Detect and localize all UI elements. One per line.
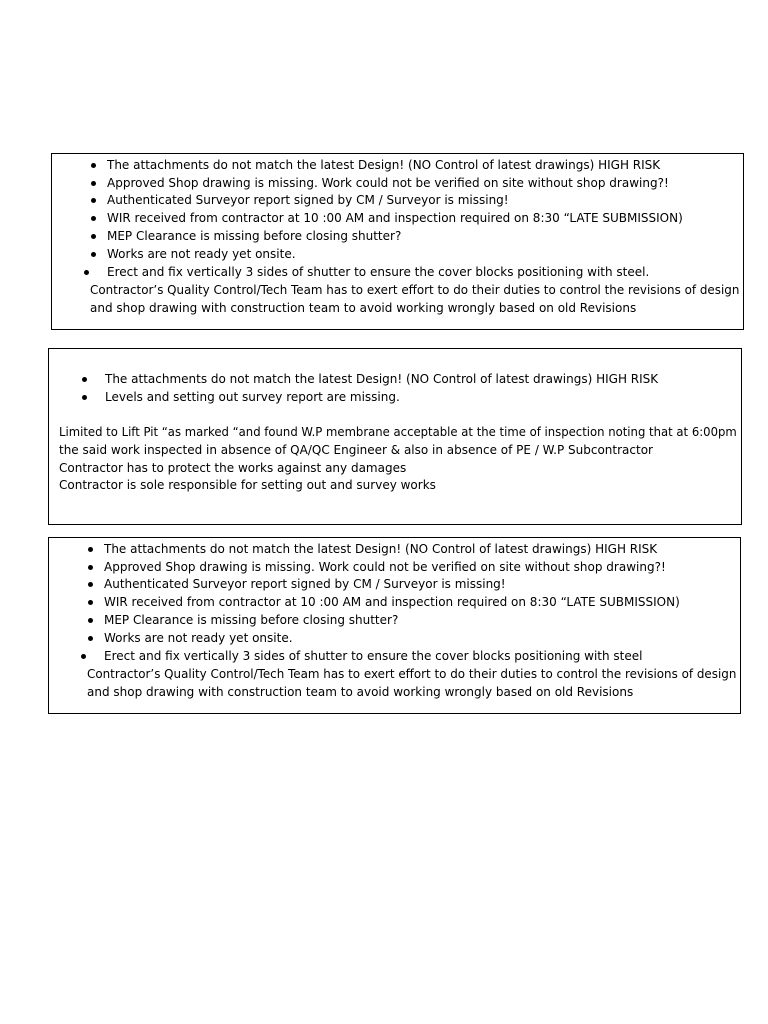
box3-bullet-4: WIR received from contractor at 10 :00 AM and inspection required on 8:30 “LATE SUBMISSION): [104, 595, 680, 609]
box2-paragraph-line-3: Contractor has to protect the works against any damages: [59, 461, 407, 475]
bullet-icon: [84, 270, 89, 275]
bullet-icon: [88, 565, 93, 570]
bullet-icon: [88, 600, 93, 605]
box2-paragraph-line-1: Limited to Lift Pit “as marked “and found W.P membrane acceptable at the time of inspection noting that at 6:00pm: [59, 425, 737, 439]
box3-bullet-6: Works are not ready yet onsite.: [104, 631, 293, 645]
bullet-icon: [91, 252, 96, 257]
box3-paragraph-line-2: and shop drawing with construction team to avoid working wrongly based on old Revisions: [87, 685, 634, 699]
box1-bullet-4: WIR received from contractor at 10 :00 AM and inspection required on 8:30 “LATE SUBMISSION): [107, 211, 683, 225]
box2-bullet-1: The attachments do not match the latest Design! (NO Control of latest drawings) HIGH RISK: [105, 372, 659, 386]
bullet-icon: [91, 198, 96, 203]
box1-paragraph-line-1: Contractor’s Quality Control/Tech Team has to exert effort to do their duties to control the revisions of design: [90, 283, 740, 297]
box2-paragraph-line-2: the said work inspected in absence of QA/QC Engineer & also in absence of PE / W.P Subcontractor: [59, 443, 653, 457]
box3-bullet-2: Approved Shop drawing is missing. Work could not be verified on site without shop drawing?!: [104, 560, 666, 574]
box3-paragraph-line-1: Contractor’s Quality Control/Tech Team has to exert effort to do their duties to control the revisions of design: [87, 667, 737, 681]
box1-paragraph-line-2: and shop drawing with construction team to avoid working wrongly based on old Revisions: [90, 301, 637, 315]
box2-paragraph-line-4: Contractor is sole responsible for setting out and survey works: [59, 478, 436, 492]
bullet-icon: [88, 582, 93, 587]
box2-bullet-2: Levels and setting out survey report are missing.: [105, 390, 400, 404]
box3-bullet-1: The attachments do not match the latest Design! (NO Control of latest drawings) HIGH RISK: [104, 542, 658, 556]
box1-bullet-1: The attachments do not match the latest Design! (NO Control of latest drawings) HIGH RISK: [107, 158, 661, 172]
inspection-comment-box-1: [51, 153, 744, 330]
bullet-icon: [88, 547, 93, 552]
box3-bullet-5: MEP Clearance is missing before closing shutter?: [104, 613, 399, 627]
bullet-icon: [82, 377, 87, 382]
bullet-icon: [81, 654, 86, 659]
bullet-icon: [82, 395, 87, 400]
box1-bullet-3: Authenticated Surveyor report signed by CM / Surveyor is missing!: [107, 193, 509, 207]
bullet-icon: [91, 234, 96, 239]
box3-bullet-7: Erect and fix vertically 3 sides of shutter to ensure the cover blocks positioning with steel: [104, 649, 643, 663]
box1-bullet-5: MEP Clearance is missing before closing shutter?: [107, 229, 402, 243]
bullet-icon: [88, 618, 93, 623]
inspection-comment-box-2: [48, 348, 742, 525]
box3-bullet-3: Authenticated Surveyor report signed by CM / Surveyor is missing!: [104, 577, 506, 591]
box1-bullet-7: Erect and fix vertically 3 sides of shutter to ensure the cover blocks positioning with steel.: [107, 265, 650, 279]
bullet-icon: [88, 636, 93, 641]
inspection-comment-box-3: [48, 537, 741, 714]
box1-bullet-6: Works are not ready yet onsite.: [107, 247, 296, 261]
bullet-icon: [91, 163, 96, 168]
box1-bullet-2: Approved Shop drawing is missing. Work could not be verified on site without shop drawing?!: [107, 176, 669, 190]
bullet-icon: [91, 216, 96, 221]
bullet-icon: [91, 181, 96, 186]
